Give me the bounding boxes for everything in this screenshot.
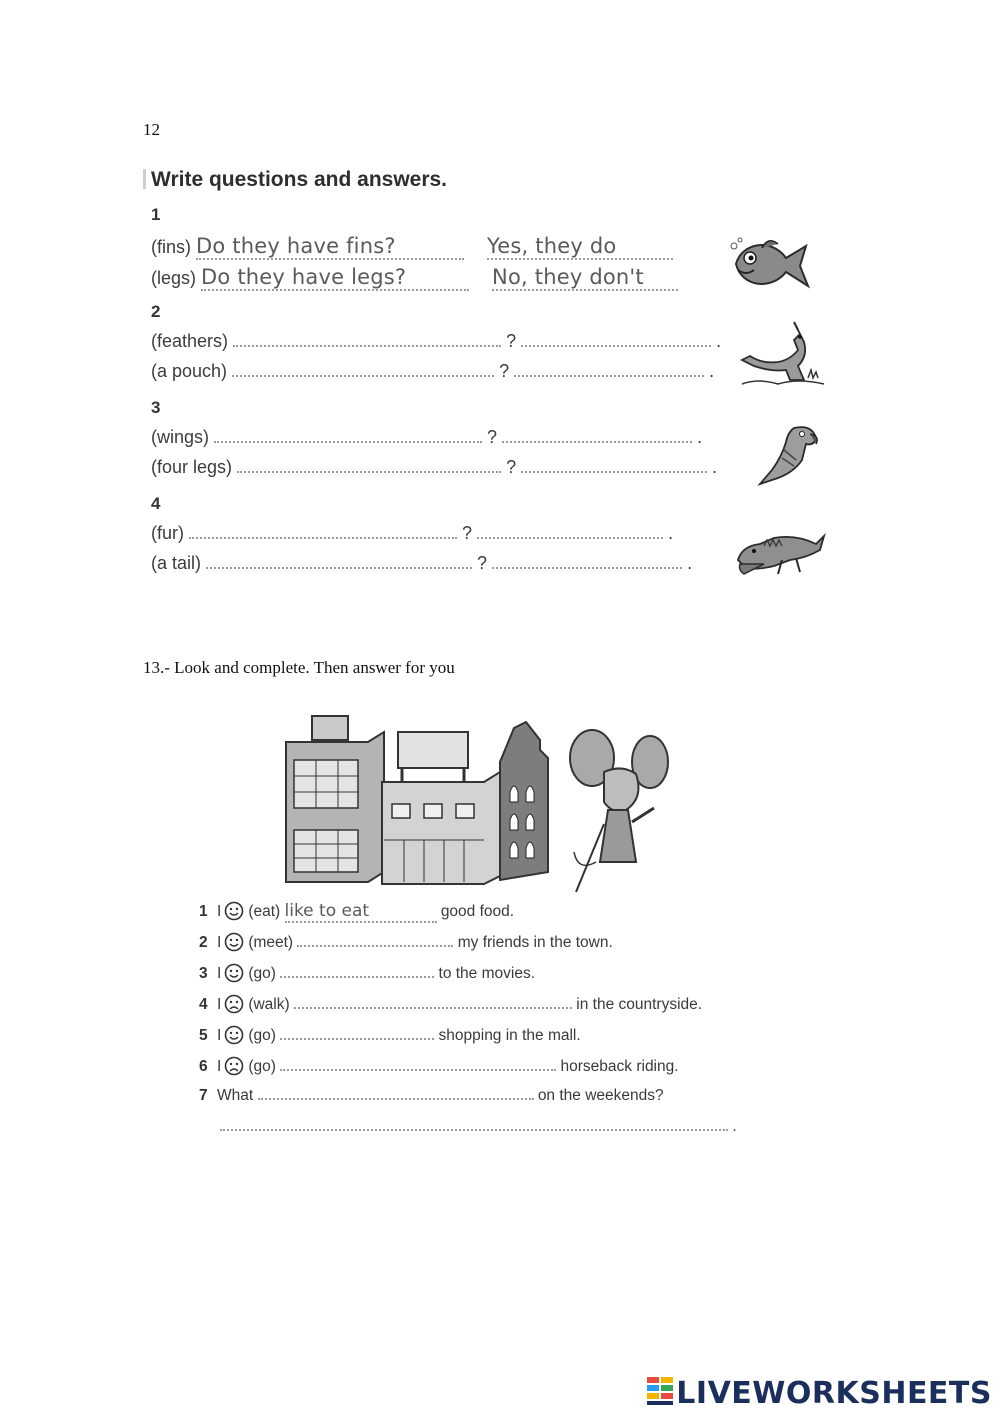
full-stop: .: [668, 523, 674, 543]
question-field[interactable]: [206, 557, 472, 569]
question-answer-field[interactable]: [196, 234, 464, 260]
exercise-12-title-text: Write questions and answers.: [151, 168, 448, 191]
question-mark: ?: [462, 523, 473, 543]
exercise-row: [151, 457, 717, 478]
sentence-rest: shopping in the mall.: [438, 1027, 581, 1044]
sentence-subject: I: [217, 996, 222, 1013]
answer-field[interactable]: [280, 1028, 434, 1040]
question-answer-text: Do they have legs?: [201, 265, 407, 289]
sentence-row: [199, 994, 737, 1025]
liveworksheets-logo-icon: [647, 1377, 673, 1405]
sad-face-icon: [224, 994, 244, 1014]
answer-field[interactable]: [220, 1119, 728, 1131]
sentence-row: [199, 1056, 737, 1087]
answer-field[interactable]: [294, 997, 572, 1009]
sentence-rest: good food.: [440, 903, 515, 920]
full-stop: .: [709, 361, 715, 381]
row-prompt: (wings): [151, 427, 210, 447]
group-number: 4: [151, 494, 161, 513]
answer-text: No, they don't: [492, 265, 644, 289]
sentence-rest: to the movies.: [438, 965, 536, 982]
sentence-number: 4: [199, 996, 208, 1013]
verb-prompt: (go): [248, 965, 276, 982]
answer-field[interactable]: [297, 935, 453, 947]
sentence-rest: on the weekends?: [537, 1087, 664, 1104]
exercise-row: [151, 265, 678, 291]
group-number: 2: [151, 302, 161, 321]
question-field[interactable]: [214, 431, 482, 443]
kangaroo-icon: [738, 320, 830, 392]
answer-field[interactable]: [514, 365, 704, 377]
exercise-row: [151, 523, 673, 544]
question-mark: ?: [499, 361, 510, 381]
sentence-subject: I: [217, 1058, 222, 1075]
answer-field[interactable]: [502, 431, 692, 443]
question-mark: ?: [506, 457, 517, 477]
title-accent-bar: [143, 169, 146, 189]
sentence-subject: I: [217, 1027, 222, 1044]
verb-prompt: (meet): [248, 934, 294, 951]
question-mark: ?: [477, 553, 488, 573]
row-prompt: (legs): [151, 268, 197, 288]
question-field[interactable]: [232, 365, 494, 377]
exercise-row: [151, 553, 692, 574]
sentence-row: [199, 963, 737, 994]
exercise-row: [151, 361, 714, 382]
logo-text: LIVEWORKSHEETS: [676, 1376, 992, 1411]
parrot-icon: [754, 420, 824, 486]
row-prompt: (a pouch): [151, 361, 228, 381]
verb-prompt: (go): [248, 1058, 276, 1075]
question-answer-text: Do they have fins?: [196, 234, 396, 258]
answer-field[interactable]: [492, 265, 678, 291]
sentence-rest: horseback riding.: [560, 1058, 679, 1075]
question-field[interactable]: [258, 1088, 534, 1100]
sentence-row: [199, 1025, 737, 1056]
sentence-number: 7: [199, 1087, 208, 1104]
sentence-number: 1: [199, 903, 208, 920]
liveworksheets-logo: [647, 1376, 992, 1411]
smiley-face-icon: [224, 963, 244, 983]
answer-field[interactable]: [477, 527, 663, 539]
answer-field[interactable]: [521, 335, 711, 347]
answer-field[interactable]: [492, 557, 682, 569]
exercise-row: [151, 234, 673, 260]
sentence-row: [199, 901, 737, 932]
town-mouse-illustration: [278, 712, 678, 898]
answer-field[interactable]: [285, 901, 437, 923]
smiley-face-icon: [224, 932, 244, 952]
question-field[interactable]: [189, 527, 457, 539]
exercise-row: [151, 331, 721, 352]
row-prompt: (fur): [151, 523, 184, 543]
question-field[interactable]: [237, 461, 501, 473]
verb-prompt: (eat): [248, 903, 281, 920]
full-stop: .: [687, 553, 693, 573]
sentence-number: 5: [199, 1027, 208, 1044]
exercise-13-title: 13.- Look and complete. Then answer for you: [143, 658, 455, 677]
sentence-number: 6: [199, 1058, 208, 1075]
fish-icon: [728, 232, 812, 298]
answer-text: Yes, they do: [487, 234, 617, 258]
question-answer-field[interactable]: [201, 265, 469, 291]
filled-answer: like to eat: [284, 901, 370, 921]
question-mark: ?: [487, 427, 498, 447]
sentence-subject: What: [217, 1087, 254, 1104]
group-number: 3: [151, 398, 161, 417]
sentence-rest: my friends in the town.: [457, 934, 613, 951]
question-mark: ?: [506, 331, 517, 351]
sentence-row: [199, 932, 737, 963]
answer-field[interactable]: [280, 966, 434, 978]
row-prompt: (four legs): [151, 457, 233, 477]
smiley-face-icon: [224, 1025, 244, 1045]
sentence-row: [199, 1118, 737, 1149]
sentence-subject: I: [217, 934, 222, 951]
exercise-12-title: [143, 168, 447, 192]
full-stop: .: [716, 331, 722, 351]
full-stop: .: [697, 427, 703, 447]
full-stop: .: [712, 457, 718, 477]
row-prompt: (a tail): [151, 553, 202, 573]
answer-field[interactable]: [521, 461, 707, 473]
row-prompt: (feathers): [151, 331, 229, 351]
full-stop: .: [732, 1118, 737, 1135]
sentence-number: 3: [199, 965, 208, 982]
group-number: 1: [151, 205, 161, 224]
row-prompt: (fins): [151, 237, 191, 257]
answer-field[interactable]: [487, 234, 673, 260]
crocodile-icon: [734, 524, 826, 584]
sentence-subject: I: [217, 965, 222, 982]
sentence-rest: in the countryside.: [576, 996, 703, 1013]
sentence-subject: I: [217, 903, 222, 920]
sad-face-icon: [224, 1056, 244, 1076]
page-number: 12: [143, 120, 160, 139]
sentence-list: [199, 901, 737, 1149]
verb-prompt: (walk): [248, 996, 290, 1013]
smiley-face-icon: [224, 901, 244, 921]
sentence-row: [199, 1087, 737, 1118]
sentence-number: 2: [199, 934, 208, 951]
verb-prompt: (go): [248, 1027, 276, 1044]
question-field[interactable]: [233, 335, 501, 347]
answer-field[interactable]: [280, 1059, 556, 1071]
exercise-row: [151, 427, 702, 448]
